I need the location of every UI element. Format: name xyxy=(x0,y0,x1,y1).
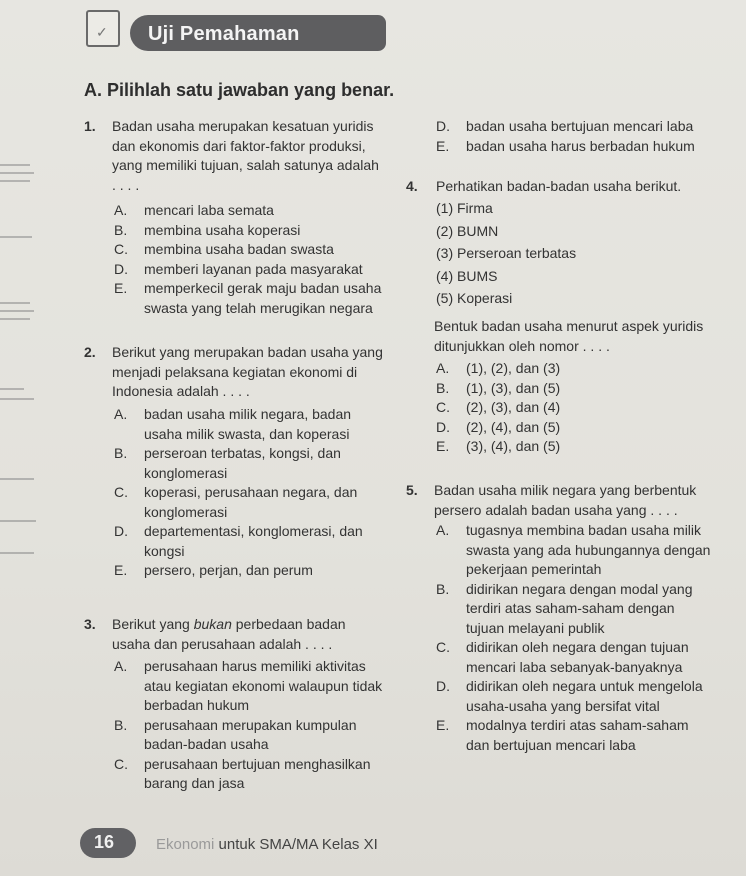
text-line: E. xyxy=(114,562,128,578)
text-line: persero adalah badan usaha yang . . . . xyxy=(434,501,678,518)
text-line: 1. xyxy=(84,118,96,134)
text-line: kongsi xyxy=(144,542,185,559)
text-line: E. xyxy=(436,438,450,454)
text-line: perseroan terbatas, kongsi, dan xyxy=(144,445,341,461)
text-line: badan usaha bertujuan mencari laba xyxy=(466,118,694,134)
text-line: perusahaan merupakan kumpulan xyxy=(144,716,357,733)
stem-part: Berikut yang xyxy=(112,616,194,632)
text-line: berbadan hukum xyxy=(144,697,250,713)
text-line: (5) Koperasi xyxy=(436,290,513,306)
text-line: B. xyxy=(114,221,128,238)
text-line: perusahaan harus memiliki aktivitas xyxy=(144,658,366,674)
text-line: (2) BUMN xyxy=(436,222,499,239)
text-line: C. xyxy=(114,755,128,772)
text-line: mencari laba semata xyxy=(144,202,274,218)
text-line: B. xyxy=(114,716,128,733)
text-line: C. xyxy=(114,241,128,257)
text-line: A. xyxy=(114,658,128,674)
text-line: usaha dan perusahaan adalah . . . . xyxy=(112,635,333,652)
text-line: C. xyxy=(114,484,128,500)
text-line: memberi layanan pada masyarakat xyxy=(144,260,363,277)
text-line: 3. xyxy=(84,616,96,632)
text-line: E. xyxy=(436,717,450,733)
text-line: Perhatikan badan-badan usaha berikut. xyxy=(436,178,682,194)
text-line: terdiri atas saham-saham dengan xyxy=(466,600,675,616)
book-subject: Ekonomi xyxy=(156,836,215,853)
text-line: B. xyxy=(114,445,128,461)
text-line: menjadi pelaksana kegiatan ekonomi di xyxy=(112,363,358,380)
text-line: membina usaha badan swasta xyxy=(144,241,334,257)
text-line: didirikan oleh negara untuk mengelola xyxy=(466,678,703,694)
text-line: badan usaha harus berbadan hukum xyxy=(466,137,695,154)
text-line: departementasi, konglomerasi, dan xyxy=(144,523,363,539)
text-line: Badan usaha milik negara yang berbentuk xyxy=(434,482,697,498)
text-line: tujuan melayani publik xyxy=(466,619,605,636)
text-line: ditunjukkan oleh nomor . . . . xyxy=(434,337,610,354)
text-line: B. xyxy=(436,379,450,396)
question-3-stem xyxy=(112,616,346,633)
text-line: D. xyxy=(114,260,128,277)
text-line: tugasnya membina badan usaha milik xyxy=(466,522,702,538)
text-line: (3) Perseroan terbatas xyxy=(436,245,577,261)
text-line: E. xyxy=(436,137,450,154)
text-line: dan ekonomis dari faktor-faktor produksi, xyxy=(112,137,366,154)
text-line: D. xyxy=(114,523,128,539)
text-line: D. xyxy=(436,678,450,694)
text-line: . . . . xyxy=(112,176,140,193)
text-line: modalnya terdiri atas saham-saham xyxy=(466,717,689,733)
text-line: usaha milik swasta, dan koperasi xyxy=(144,425,350,442)
text-line: Berikut yang merupakan badan usaha yang xyxy=(112,344,383,360)
text-line: Indonesia adalah . . . . xyxy=(112,383,250,399)
text-line: perusahaan bertujuan menghasilkan xyxy=(144,755,371,772)
text-line: 2. xyxy=(84,344,96,360)
margin-scribbles xyxy=(0,160,40,580)
text-line: (1), (3), dan (5) xyxy=(466,379,561,396)
text-line: persero, perjan, dan perum xyxy=(144,562,313,578)
text-line: mencari laba sebanyak-banyaknya xyxy=(466,658,683,675)
text-line: didirikan negara dengan modal yang xyxy=(466,580,693,597)
text-line: (3), (4), dan (5) xyxy=(466,438,561,454)
text-line: Badan usaha merupakan kesatuan yuridis xyxy=(112,118,374,134)
check-box-icon xyxy=(86,10,120,47)
text-line: Bentuk badan usaha menurut aspek yuridis xyxy=(434,318,704,334)
page-title: Uji Pemahaman xyxy=(148,23,300,45)
text-line: A. xyxy=(114,406,128,422)
text-line: swasta yang ada hubungannya dengan xyxy=(466,541,711,558)
text-line: 5. xyxy=(406,482,418,498)
book-title-rest: untuk SMA/MA Kelas XI xyxy=(214,836,378,853)
text-line: barang dan jasa xyxy=(144,775,245,791)
text-line: konglomerasi xyxy=(144,503,228,520)
text-line: A. xyxy=(114,202,128,218)
text-line: dan bertujuan mencari laba xyxy=(466,736,636,753)
text-line: D. xyxy=(436,118,450,134)
check-icon: ✓ xyxy=(96,24,108,40)
text-line: A. xyxy=(436,522,450,538)
text-line: badan usaha milik negara, badan xyxy=(144,406,352,422)
text-line: koperasi, perusahaan negara, dan xyxy=(144,484,358,500)
text-line: C. xyxy=(436,399,450,415)
text-line: memperkecil gerak maju badan usaha xyxy=(144,280,382,296)
text-line: usaha-usaha yang bersifat vital xyxy=(466,697,660,714)
text-line: yang memiliki tujuan, salah satunya adalah xyxy=(112,157,379,173)
text-line: konglomerasi xyxy=(144,464,228,481)
stem-part: bukan xyxy=(193,616,232,632)
text-line: 4. xyxy=(406,178,418,194)
text-line: pekerjaan pemerintah xyxy=(466,561,602,577)
text-line: swasta yang telah merugikan negara xyxy=(144,299,373,316)
section-heading: A. Pilihlah satu jawaban yang benar. xyxy=(84,80,395,100)
text-line: B. xyxy=(436,580,450,597)
text-line: (1) Firma xyxy=(436,200,493,216)
text-line: (4) BUMS xyxy=(436,267,498,284)
text-line: atau kegiatan ekonomi walaupun tidak xyxy=(144,677,383,694)
text-line: E. xyxy=(114,280,128,296)
text-line: (2), (3), dan (4) xyxy=(466,399,561,415)
text-line: (2), (4), dan (5) xyxy=(466,418,561,435)
text-line: membina usaha koperasi xyxy=(144,221,301,238)
text-line: C. xyxy=(436,639,450,655)
text-line: A. xyxy=(436,360,450,376)
text-line: (1), (2), dan (3) xyxy=(466,360,561,376)
text-line: D. xyxy=(436,418,450,435)
stem-part: perbedaan badan xyxy=(231,616,346,632)
page-number: 16 xyxy=(94,832,115,852)
text-line: didirikan oleh negara dengan tujuan xyxy=(466,639,689,655)
book-title xyxy=(156,836,378,853)
text-line: badan-badan usaha xyxy=(144,736,269,752)
